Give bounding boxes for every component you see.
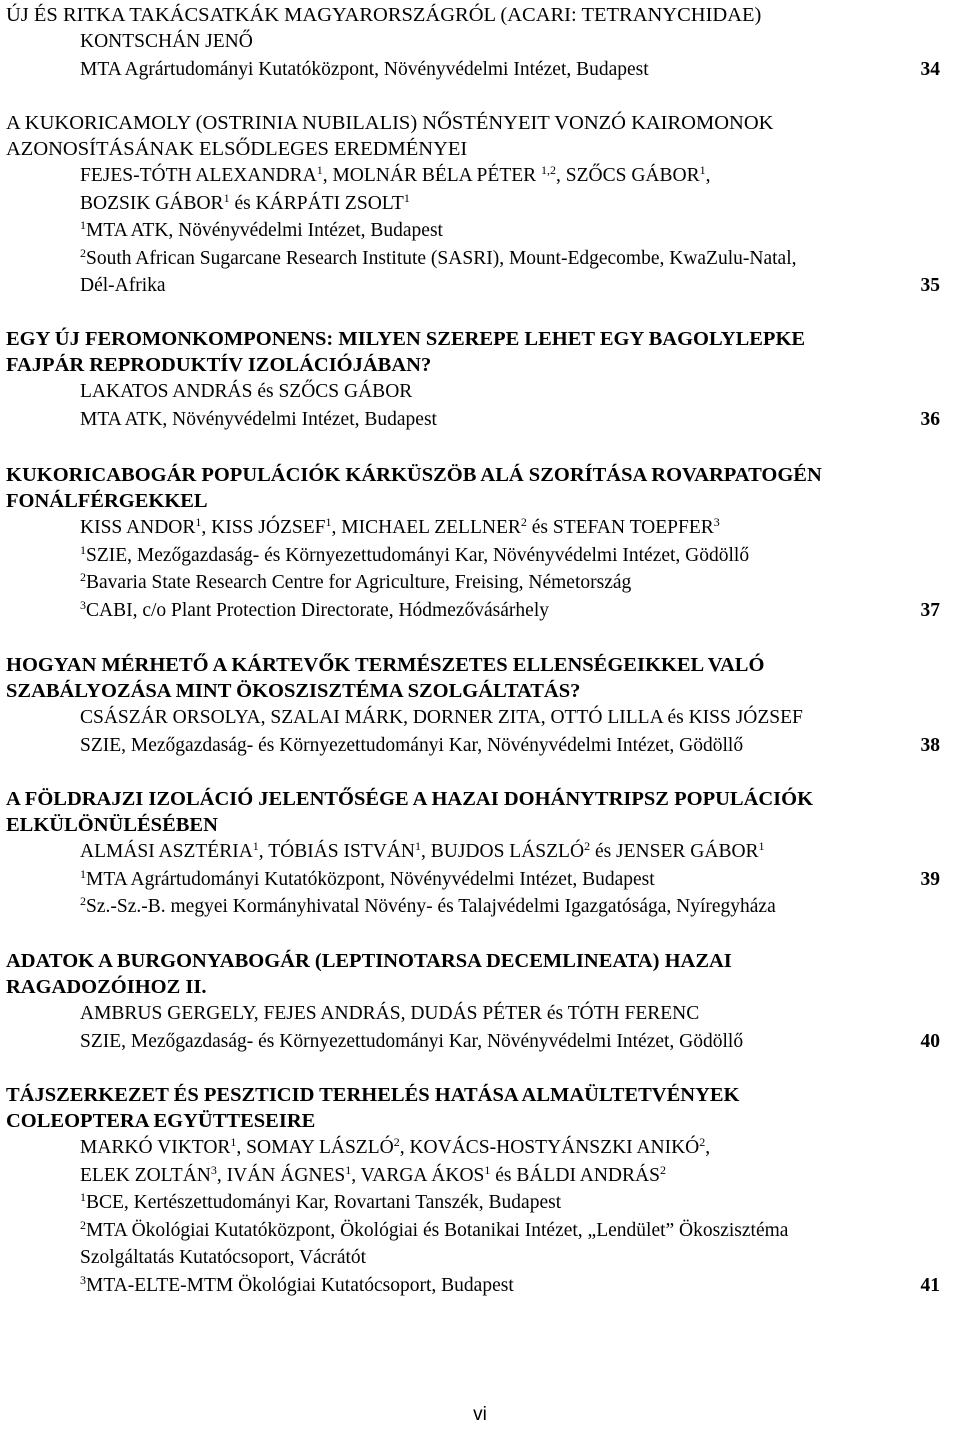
entry-affiliation-cont: Dél-Afrika 35 [6, 272, 940, 300]
entry-authors-cont: BOZSIK GÁBOR$^1$ és KÁRPÁTI ZSOLT$^1$ [80, 190, 410, 214]
toc-entry [6, 462, 940, 624]
entry-affiliation: $^3$MTA-ELTE-MTM Ökológiai Kutatócsoport, Budapest 41 [6, 1272, 940, 1300]
entry-authors: KONTSCHÁN JENŐ [80, 31, 253, 52]
toc-entry [6, 2, 940, 83]
entry-affiliation: $^2$Sz.-Sz.-B. megyei Kormányhivatal Növény- és Talajvédelmi Igazgatósága, Nyíregyháza [80, 894, 776, 917]
page-number: 36 [920, 408, 940, 430]
page-number: 39 [920, 868, 940, 890]
entry-title-cont: RAGADOZÓIHOZ II. [6, 976, 207, 998]
entry-title-cont: FONÁLFÉRGEKKEL [6, 490, 208, 512]
entry-affiliation: $^1$MTA Agrártudományi Kutatóközpont, Növényvédelmi Intézet, Budapest 39 [6, 866, 940, 894]
entry-affiliation: SZIE, Mezőgazdaság- és Környezettudományi Kar, Növényvédelmi Intézet, Gödöllő 40 [6, 1028, 940, 1056]
entry-title: A KUKORICAMOLY (OSTRINIA NUBILALIS) NŐSTÉNYEIT VONZÓ KAIROMONOK [6, 112, 774, 134]
entry-title-cont: AZONOSÍTÁSÁNAK ELSŐDLEGES EREDMÉNYEI [6, 138, 468, 160]
page-number: 37 [920, 599, 940, 621]
entry-affiliation: $^1$BCE, Kertészettudományi Kar, Rovartani Tanszék, Budapest [80, 1190, 562, 1213]
entry-authors: KISS ANDOR$^1$, KISS JÓZSEF$^1$, MICHAEL ZELLNER$^2$ és STEFAN TOEPFER$^3$ [80, 515, 720, 538]
toc-entry [6, 110, 940, 300]
entry-affiliation: $^2$Bavaria State Research Centre for Agriculture, Freising, Németország [80, 570, 632, 593]
entry-authors-cont: ELEK ZOLTÁN$^3$, IVÁN ÁGNES$^1$, VARGA ÁKOS$^1$ és BÁLDI ANDRÁS$^2$ [80, 1162, 666, 1186]
toc-entry [6, 786, 940, 921]
page-number: 38 [920, 734, 940, 756]
page-number: 41 [920, 1274, 940, 1296]
entry-title-cont: FAJPÁR REPRODUKTÍV IZOLÁCIÓJÁBAN? [6, 354, 432, 376]
entry-affiliation: MTA ATK, Növényvédelmi Intézet, Budapest 36 [6, 406, 940, 434]
entry-affiliation: $^3$CABI, c/o Plant Protection Directorate, Hódmezővásárhely 37 [6, 597, 940, 625]
entry-title: A FÖLDRAJZI IZOLÁCIÓ JELENTŐSÉGE A HAZAI DOHÁNYTRIPSZ POPULÁCIÓK [6, 788, 814, 810]
entry-authors: LAKATOS ANDRÁS és SZŐCS GÁBOR [80, 381, 413, 402]
entry-affiliation: SZIE, Mezőgazdaság- és Környezettudományi Kar, Növényvédelmi Intézet, Gödöllő 38 [6, 732, 940, 760]
entry-title: EGY ÚJ FEROMONKOMPONENS: MILYEN SZEREPE LEHET EGY BAGOLYLEPKE [6, 328, 806, 350]
entry-authors: CSÁSZÁR ORSOLYA, SZALAI MÁRK, DORNER ZITA, OTTÓ LILLA és KISS JÓZSEF [80, 707, 803, 728]
entry-title-cont: ELKÜLÖNÜLÉSÉBEN [6, 814, 218, 836]
entry-affiliation: $^2$MTA Ökológiai Kutatóközpont, Ökológiai és Botanikai Intézet, „Lendület” Ökoszisztéma [80, 1217, 789, 1241]
entry-title-cont: COLEOPTERA EGYÜTTESEIRE [6, 1110, 316, 1132]
page-number: 34 [920, 58, 940, 80]
entry-authors: AMBRUS GERGELY, FEJES ANDRÁS, DUDÁS PÉTER és TÓTH FERENC [80, 1003, 700, 1024]
entry-affiliation: $^1$SZIE, Mezőgazdaság- és Környezettudományi Kar, Növényvédelmi Intézet, Gödöllő [80, 542, 750, 566]
entry-affiliation-cont: Szolgáltatás Kutatócsoport, Vácrátót [80, 1247, 367, 1268]
entry-authors: ALMÁSI ASZTÉRIA$^1$, TÓBIÁS ISTVÁN$^1$, BUJDOS LÁSZLÓ$^2$ és JENSER GÁBOR$^1$ [80, 839, 765, 862]
entry-affiliation: MTA Agrártudományi Kutatóközpont, Növényvédelmi Intézet, Budapest 34 [6, 56, 940, 84]
toc-entry [6, 1082, 940, 1299]
page-folio: vi [473, 1404, 487, 1425]
entry-authors: MARKÓ VIKTOR$^1$, SOMAY LÁSZLÓ$^2$, KOVÁCS-HOSTYÁNSZKI ANIKÓ$^2$, [80, 1135, 711, 1158]
entry-affiliation: $^1$MTA ATK, Növényvédelmi Intézet, Budapest [80, 218, 443, 241]
entry-title: TÁJSZERKEZET ÉS PESZTICID TERHELÉS HATÁSA ALMAÜLTETVÉNYEK [6, 1084, 740, 1106]
entry-title: HOGYAN MÉRHETŐ A KÁRTEVŐK TERMÉSZETES ELLENSÉGEIKKEL VALÓ [6, 654, 765, 676]
entry-title: ÚJ ÉS RITKA TAKÁCSATKÁK MAGYARORSZÁGRÓL (ACARI: TETRANYCHIDAE) [6, 4, 762, 26]
toc-entry [6, 326, 940, 433]
entry-affiliation: $^2$South African Sugarcane Research Institute (SASRI), Mount-Edgecombe, KwaZulu-Natal, [80, 245, 797, 269]
entry-title-cont: SZABÁLYOZÁSA MINT ÖKOSZISZTÉMA SZOLGÁLTATÁS? [6, 680, 581, 702]
toc-entry [6, 652, 940, 759]
entry-authors: FEJES-TÓTH ALEXANDRA$^1$, MOLNÁR BÉLA PÉTER $^{1,2}$, SZŐCS GÁBOR$^1$, [80, 163, 711, 186]
page-number: 35 [920, 275, 940, 296]
entry-title: ADATOK A BURGONYABOGÁR (LEPTINOTARSA DECEMLINEATA) HAZAI [6, 950, 732, 972]
toc-entry [6, 948, 940, 1055]
page-number: 40 [920, 1030, 940, 1052]
entry-title: KUKORICABOGÁR POPULÁCIÓK KÁRKÜSZÖB ALÁ SZORÍTÁSA ROVARPATOGÉN [6, 464, 822, 486]
